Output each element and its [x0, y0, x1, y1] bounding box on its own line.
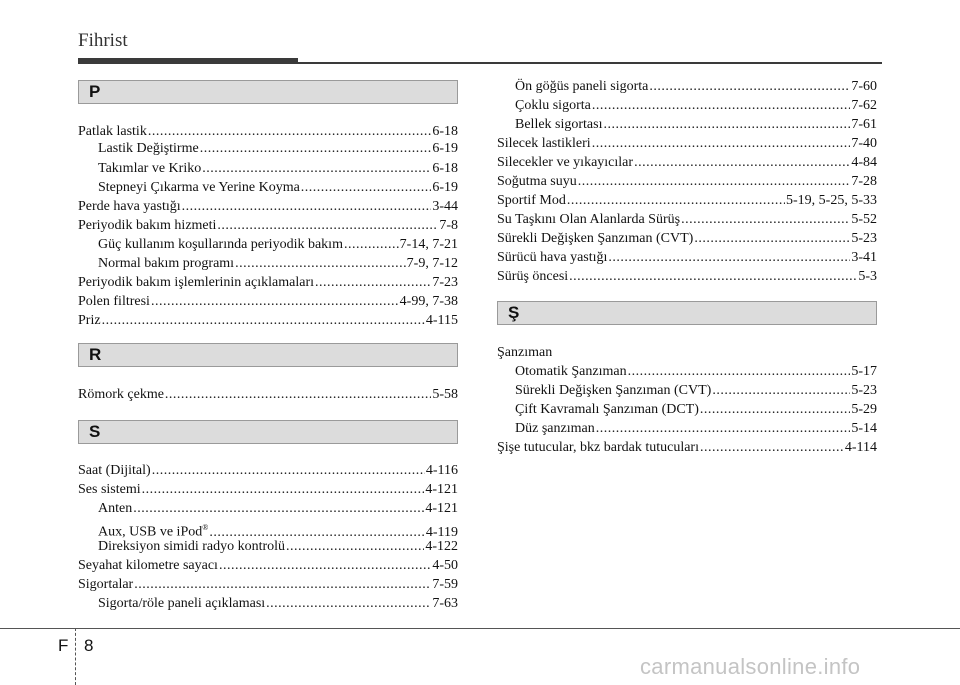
entry — [497, 249, 877, 266]
entry — [78, 293, 458, 310]
entry-label: Sürekli Değişken Şanzıman (CVT) — [515, 383, 712, 398]
entry — [98, 179, 458, 196]
entry-label: Sürekli Değişken Şanzıman (CVT) — [497, 231, 694, 246]
entry-label: Saat (Dijital) — [78, 463, 151, 478]
entry-label: Sürüş öncesi — [497, 269, 569, 284]
entry — [78, 576, 458, 593]
entry-label: Römork çekme — [78, 387, 164, 402]
entry-page: 4-84 — [851, 155, 877, 170]
entry-label: Takımlar ve Kriko — [98, 161, 202, 176]
entry-page: 5-52 — [851, 212, 877, 227]
entry-page: 3-41 — [851, 250, 877, 265]
entry-page: 4-122 — [425, 539, 458, 554]
entry — [78, 198, 458, 215]
entry-label: Direksiyon simidi radyo kontrolü — [98, 539, 286, 554]
header-rule — [298, 62, 882, 64]
entry-page: 7-61 — [851, 117, 877, 132]
entry-page: 6-19 — [432, 141, 458, 156]
entry — [98, 595, 458, 612]
entry-label: Anten — [98, 501, 133, 516]
entry-label: Periyodik bakım işlemlerinin açıklamaları — [78, 275, 314, 290]
entry-heading: Şanzıman — [497, 345, 553, 360]
entry-page: 4-50 — [432, 558, 458, 573]
entry — [78, 557, 458, 574]
entry-page: 5-3 — [858, 269, 877, 284]
entry — [78, 123, 458, 140]
entry-page: 5-19, 5-25, 5-33 — [786, 193, 877, 208]
section-letter: P — [89, 82, 101, 101]
entry-page: 5-58 — [432, 387, 458, 402]
section-header-r — [78, 343, 458, 367]
entry — [515, 116, 877, 133]
entry-label: Sigortalar — [78, 577, 134, 592]
entry-page: 7-62 — [851, 98, 877, 113]
footer-divider — [75, 628, 77, 685]
section-header-sh — [497, 301, 877, 325]
entry-label: Düz şanzıman — [515, 421, 595, 436]
entry — [497, 135, 877, 152]
entry-label: Sürücü hava yastığı — [497, 250, 608, 265]
entry-label: Güç kullanım koşullarında periyodik bakım — [98, 237, 343, 252]
entry-page: 7-59 — [432, 577, 458, 592]
entry-page: 5-17 — [851, 364, 877, 379]
footer-rule — [0, 628, 960, 629]
footer-page-number: 8 — [84, 636, 94, 655]
entry-label: Periyodik bakım hizmeti — [78, 218, 217, 233]
entry — [98, 538, 458, 555]
entry-page: 6-19 — [432, 180, 458, 195]
entry — [515, 363, 877, 380]
entry-label: Şişe tutucular, bkz bardak tutucuları — [497, 440, 699, 455]
entry-label: Çift Kavramalı Şanzıman (DCT) — [515, 402, 699, 417]
entry-label: Su Taşkını Olan Alanlarda Sürüş — [497, 212, 681, 227]
entry — [78, 462, 458, 479]
entry-label: Soğutma suyu — [497, 174, 577, 189]
entry-label: Sigorta/röle paneli açıklaması — [98, 596, 266, 611]
entry-label: Sportif Mod — [497, 193, 566, 208]
watermark: carmanualsonline.info — [640, 654, 861, 679]
entry-page: 4-99, 7-38 — [399, 294, 458, 309]
header-bar — [78, 58, 298, 64]
entry-page: 7-28 — [851, 174, 877, 189]
entry-page: 7-9, 7-12 — [406, 256, 458, 271]
entry — [78, 274, 458, 291]
entry — [497, 268, 877, 285]
entry-page: 7-40 — [851, 136, 877, 151]
entry-page: 4-114 — [844, 440, 877, 455]
entry-label: Patlak lastik — [78, 124, 147, 139]
entry-page: 7-14, 7-21 — [399, 237, 458, 252]
section-letter: Ş — [508, 303, 520, 322]
registered-mark: ® — [202, 523, 209, 532]
footer-section-letter: F — [58, 636, 69, 655]
entry-page: 7-60 — [851, 79, 877, 94]
entry — [497, 211, 877, 228]
entry-page: 4-119 — [425, 524, 458, 540]
page-header-title: Fihrist — [78, 30, 128, 51]
entry-label: Otomatik Şanzıman — [515, 364, 627, 379]
entry-label: Çoklu sigorta — [515, 98, 591, 113]
section-letter: S — [89, 422, 101, 441]
entry — [98, 160, 458, 177]
entry — [515, 401, 877, 418]
entry-label: Polen filtresi — [78, 294, 150, 309]
entry — [98, 236, 458, 253]
entry — [515, 78, 877, 95]
entry-page: 5-23 — [851, 231, 877, 246]
entry-label: Seyahat kilometre sayacı — [78, 558, 218, 573]
entry — [98, 500, 458, 517]
entry-label: Bellek sigortası — [515, 117, 603, 132]
entry-page: 5-14 — [851, 421, 877, 436]
section-header-p — [78, 80, 458, 104]
entry-page: 7-8 — [439, 218, 458, 233]
entry-page: 5-23 — [851, 383, 877, 398]
entry-page: 7-63 — [432, 596, 458, 611]
entry — [497, 192, 877, 209]
entry-label-text: Aux, USB ve iPod — [98, 524, 203, 540]
entry — [78, 481, 458, 498]
entry-label: Lastik Değiştirme — [98, 141, 199, 156]
entry-label: Ses sistemi — [78, 482, 141, 497]
entry — [78, 386, 458, 403]
entry-label: Silecek lastikleri — [497, 136, 591, 151]
entry-label: Ön göğüs paneli sigorta — [515, 79, 649, 94]
entry — [497, 439, 877, 456]
entry — [515, 382, 877, 399]
entry-page: 4-115 — [425, 313, 458, 328]
entry-page: 6-18 — [432, 161, 458, 176]
entry — [515, 420, 877, 437]
entry — [515, 97, 877, 114]
section-letter: R — [89, 345, 102, 364]
entry — [497, 173, 877, 190]
entry — [78, 217, 458, 234]
entry-page: 3-44 — [432, 199, 458, 214]
entry-label: Priz — [78, 313, 101, 328]
entry — [78, 312, 458, 329]
entry — [497, 154, 877, 171]
entry — [98, 140, 458, 157]
entry-page: 6-18 — [432, 124, 458, 139]
entry-page: 5-29 — [851, 402, 877, 417]
entry-page: 4-116 — [425, 463, 458, 478]
entry — [98, 255, 458, 272]
section-header-s — [78, 420, 458, 444]
entry-label: Normal bakım programı — [98, 256, 235, 271]
entry-page: 7-23 — [432, 275, 458, 290]
entry-page: 4-121 — [425, 501, 458, 516]
entry — [497, 230, 877, 247]
entry-label: Stepneyi Çıkarma ve Yerine Koyma — [98, 180, 300, 195]
entry-page: 4-121 — [425, 482, 458, 497]
entry-label: Perde hava yastığı — [78, 199, 181, 214]
entry-label: Silecekler ve yıkayıcılar — [497, 155, 634, 170]
